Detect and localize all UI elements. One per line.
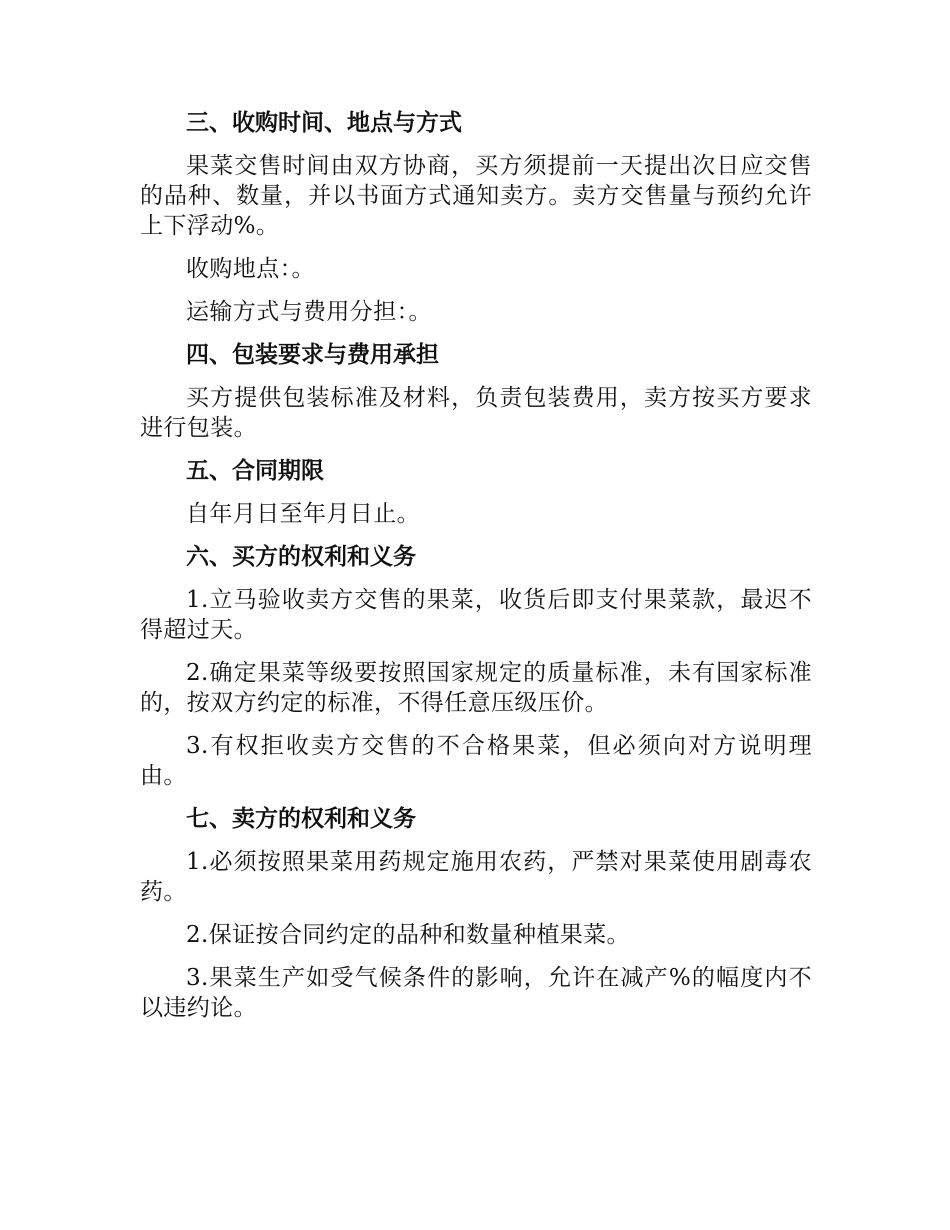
paragraph: 1.必须按照果菜用药规定施用农药，严禁对果菜使用剧毒农药。	[140, 849, 812, 905]
section-5	[140, 456, 812, 529]
paragraph: 3.有权拒收卖方交售的不合格果菜，但必须向对方说明理由。	[140, 733, 812, 789]
paragraph: 2.确定果菜等级要按照国家规定的质量标准，未有国家标准的，按双方约定的标准，不得任意压级压价。	[140, 660, 812, 716]
document-page	[140, 108, 812, 1036]
section-heading: 三、收购时间、地点与方式	[186, 109, 462, 136]
paragraph: 运输方式与费用分担：。	[186, 299, 432, 325]
paragraph: 果菜交售时间由双方协商，买方须提前一天提出次日应交售的品种、数量，并以书面方式通知卖方。卖方交售量与预约允许上下浮动%。	[140, 153, 812, 239]
section-4	[140, 340, 812, 443]
paragraph: 自年月日至年月日止。	[186, 501, 420, 527]
section-heading: 四、包装要求与费用承担	[186, 341, 439, 368]
section-heading: 七、卖方的权利和义务	[186, 805, 416, 832]
paragraph: 3.果菜生产如受气候条件的影响，允许在减产%的幅度内不以违约论。	[140, 965, 812, 1021]
section-heading: 五、合同期限	[186, 457, 324, 484]
section-6	[140, 542, 812, 791]
section-7	[140, 804, 812, 1023]
section-heading: 六、买方的权利和义务	[186, 543, 416, 570]
section-3	[140, 108, 812, 327]
paragraph: 收购地点：。	[186, 256, 315, 282]
paragraph: 1.立马验收卖方交售的果菜，收货后即支付果菜款，最迟不得超过天。	[140, 587, 812, 643]
paragraph: 2.保证按合同约定的品种和数量种植果菜。	[186, 922, 630, 948]
paragraph: 买方提供包装标准及材料，负责包装费用，卖方按买方要求进行包装。	[140, 385, 812, 441]
